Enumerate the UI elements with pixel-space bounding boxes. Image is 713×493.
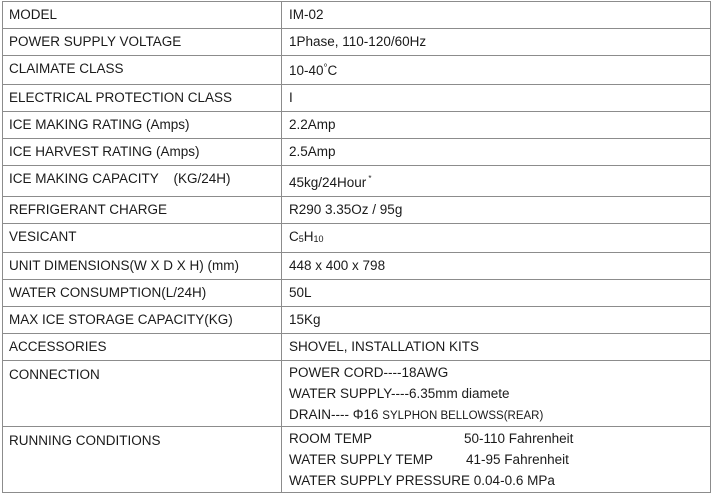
row-key: WATER CONSUMPTION(L/24H) xyxy=(3,280,282,307)
water-value: 41-95 Fahrenheit xyxy=(466,452,569,467)
table-row xyxy=(3,166,711,197)
row-value: 2.5Amp xyxy=(282,139,711,166)
footnote-mark: * xyxy=(368,174,372,183)
table-row xyxy=(3,253,711,280)
room-label: ROOM TEMP xyxy=(289,431,373,446)
table-row xyxy=(3,307,711,334)
row-value: SHOVEL, INSTALLATION KITS xyxy=(282,334,711,361)
drain-suffix: SYLPHON BELLOWSS(REAR) xyxy=(382,410,544,422)
row-value xyxy=(282,56,711,85)
row-key: ICE MAKING CAPACITY (KG/24H) xyxy=(3,166,282,197)
table-row xyxy=(3,280,711,307)
connection-line xyxy=(289,404,710,425)
spec-table xyxy=(2,1,711,493)
row-key: RUNNING CONDITIONS xyxy=(3,427,282,493)
formula-c: C xyxy=(289,229,299,244)
row-key: MODEL xyxy=(3,2,282,29)
table-row xyxy=(3,224,711,253)
row-value: R290 3.35Oz / 95g xyxy=(282,197,711,224)
water-label: WATER SUPPLY TEMP xyxy=(289,452,434,467)
table-row xyxy=(3,85,711,112)
capacity-value: 45kg/24Hour xyxy=(289,175,367,190)
row-value: 15Kg xyxy=(282,307,711,334)
row-value: I xyxy=(282,85,711,112)
row-key: ICE MAKING RATING (Amps) xyxy=(3,112,282,139)
table-row xyxy=(3,112,711,139)
formula-h: H xyxy=(303,229,314,244)
formula-h-sub: 10 xyxy=(313,234,324,244)
row-key: MAX ICE STORAGE CAPACITY(KG) xyxy=(3,307,282,334)
row-value xyxy=(282,361,711,427)
degree-sign: ° xyxy=(323,63,328,74)
row-key: ICE HARVEST RATING (Amps) xyxy=(3,139,282,166)
table-row-running xyxy=(3,427,711,493)
row-value: 448 x 400 x 798 xyxy=(282,253,711,280)
room-value: 50-110 Fahrenheit xyxy=(464,431,574,446)
running-line xyxy=(289,449,710,470)
connection-line: WATER SUPPLY----6.35mm diamete xyxy=(289,386,510,401)
row-key: ELECTRICAL PROTECTION CLASS xyxy=(3,85,282,112)
row-key: VESICANT xyxy=(3,224,282,253)
table-row-connection xyxy=(3,361,711,427)
climate-range: 10-40 xyxy=(289,63,324,78)
table-row xyxy=(3,56,711,85)
running-line xyxy=(289,428,710,449)
running-line: WATER SUPPLY PRESSURE 0.04-0.6 MPa xyxy=(289,473,555,488)
row-value: 50L xyxy=(282,280,711,307)
row-value: 2.2Amp xyxy=(282,112,711,139)
row-value xyxy=(282,224,711,253)
table-row xyxy=(3,334,711,361)
drain-prefix: DRAIN---- Φ16 xyxy=(289,407,383,422)
row-key: UNIT DIMENSIONS(W X D X H) (mm) xyxy=(3,253,282,280)
table-row xyxy=(3,2,711,29)
row-key: REFRIGERANT CHARGE xyxy=(3,197,282,224)
row-key: CONNECTION xyxy=(3,361,282,427)
connection-line: POWER CORD----18AWG xyxy=(289,365,449,380)
row-key: POWER SUPPLY VOLTAGE xyxy=(3,29,282,56)
formula-c-sub: 5 xyxy=(298,234,304,244)
row-value: 1Phase, 110-120/60Hz xyxy=(282,29,711,56)
row-value xyxy=(282,166,711,197)
table-row xyxy=(3,139,711,166)
row-key: ACCESSORIES xyxy=(3,334,282,361)
celsius-unit: C xyxy=(327,63,338,78)
table-row xyxy=(3,29,711,56)
row-value: IM-02 xyxy=(282,2,711,29)
table-row xyxy=(3,197,711,224)
row-key: CLAIMATE CLASS xyxy=(3,56,282,85)
row-value xyxy=(282,427,711,493)
